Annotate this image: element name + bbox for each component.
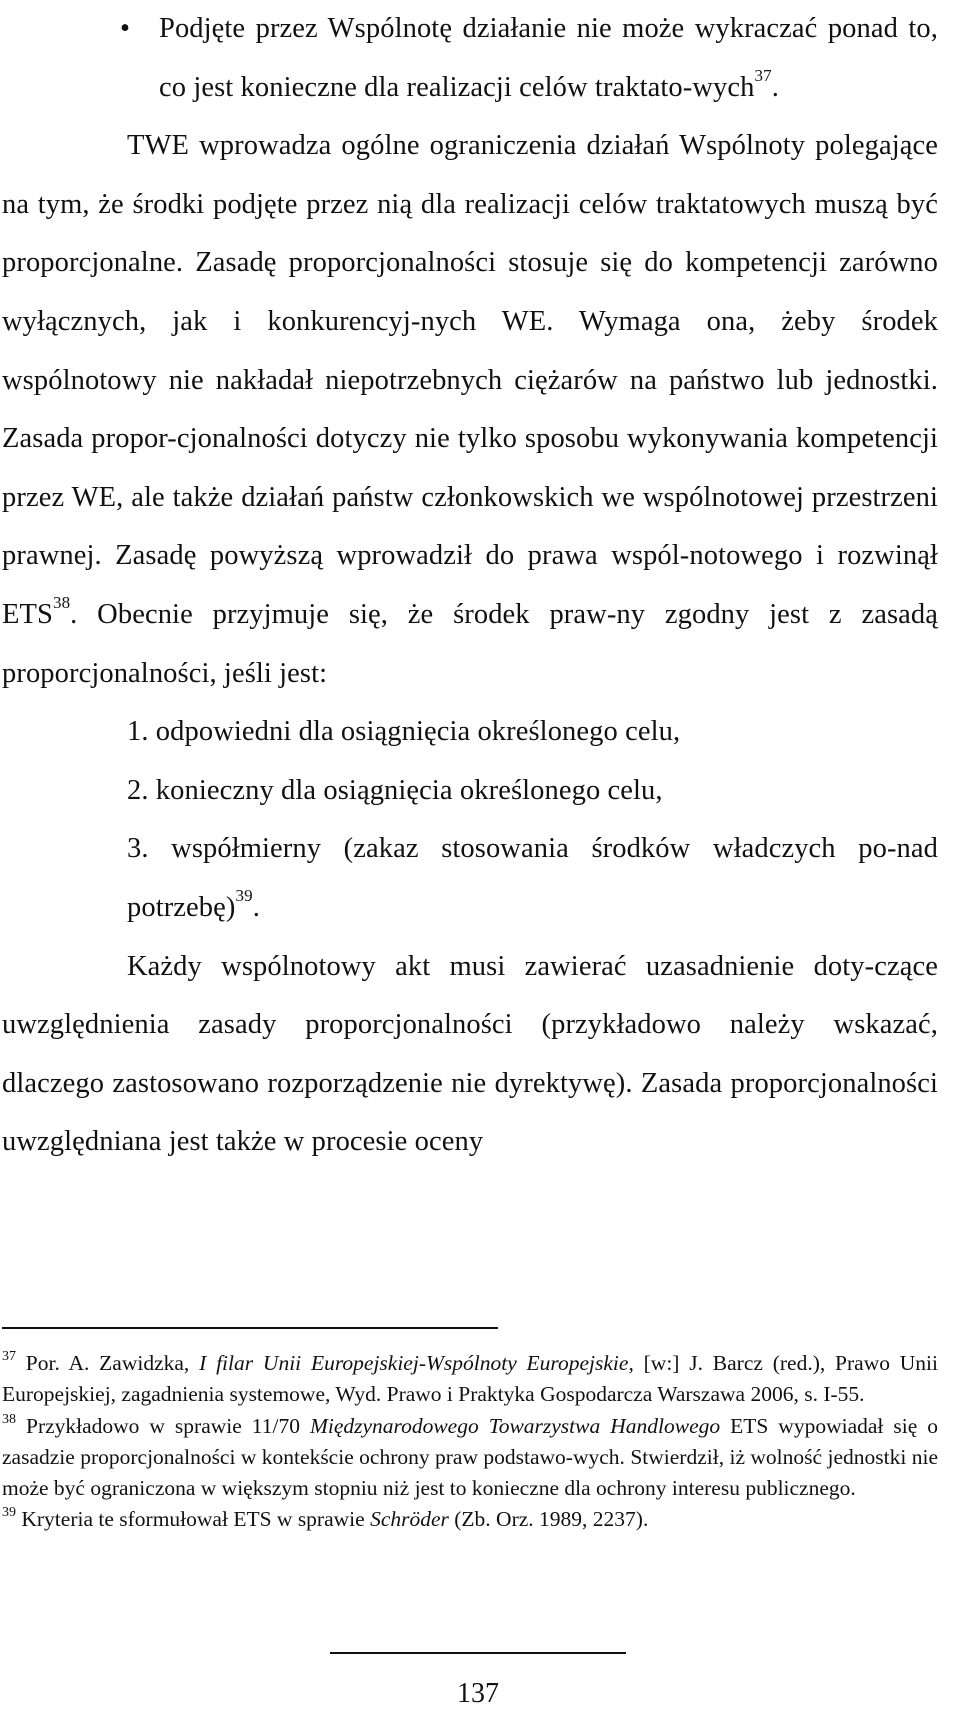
footnote-title: I filar Unii Europejskiej-Wspólnoty Europejskie (199, 1351, 629, 1375)
footnote-number: 39 (2, 1505, 16, 1521)
paragraph-proportionality (2, 117, 938, 703)
page-number: 137 (457, 1678, 499, 1709)
paragraph-text: TWE wprowadza ogólne ograniczenia działań Wspólnoty polegające na tym, że środki podjęte przez nią dla realizacji celów traktatowych muszą być proporcjonalne. Zasadę proporcjonalności stosuje się do kompetencji zarówno wyłącznych, jak i konkurencyj-nych WE. Wymaga ona, żeby środek wspólnotowy nie nakładał niepotrzebnych ciężarów na państwo lub jednostki. Zasada propor-cjonalności dotyczy nie tylko sposobu wykonywania kompetencji przez WE, ale także działań państw członkowskich we wspólnotowej przestrzeni prawnej. Zasadę powyższą wprowadził do prawa wspól-notowego i rozwinął ETS (2, 130, 938, 630)
bullet-end: . (771, 71, 779, 103)
paragraph-text-cont: . Obecnie przyjmuje się, że środek praw-ny zgodny jest z zasadą proporcjonalności, jeśli jest: (2, 598, 938, 689)
footnote-number: 38 (2, 1411, 16, 1427)
bullet-icon: • (120, 13, 131, 44)
paragraph-justification (2, 938, 938, 1172)
footnote-37 (2, 1348, 938, 1411)
page-number-rule (330, 1652, 626, 1654)
footnote-number: 37 (2, 1349, 16, 1364)
list-item (2, 762, 938, 821)
footnotes (2, 1348, 938, 1536)
paragraph-text: Każdy wspólnotowy akt musi zawierać uzasadnienie doty-czące uwzględnienia zasady proporcjonalności (przykładowo należy wskazać, dlaczego zastosowano rozporządzenie nie dyrektywę). Zasada proporcjonalności uwzględniana jest także w procesie oceny (2, 950, 938, 1158)
footnote-title: Schröder (370, 1507, 449, 1532)
bullet-text: Podjęte przez Wspólnotę działanie nie może wykraczać ponad to, co jest konieczne dla realizacji celów traktato-wych (159, 13, 938, 103)
footnote-title: Międzynarodowego Towarzystwa Handlowego (309, 1413, 721, 1438)
footnote-text: Kryteria te sformułował ETS w sprawie (16, 1507, 371, 1532)
list-item-text: 2. konieczny dla osiągnięcia określonego celu, (127, 774, 663, 806)
footnote-ref-38[interactable]: 38 (52, 592, 71, 612)
list-item (2, 820, 938, 937)
bullet-paragraph (2, 0, 938, 117)
footnote-text: Por. A. Zawidzka, (16, 1351, 200, 1375)
footnote-text: ETS wypowiadał się o zasadzie proporcjonalności w kontekście ochrony praw podstawo-wych. Stwierdził, iż wolność jednostki nie może być ograniczona w większym stopniu niż jest to konieczne dla ochrony interesu publicznego. (2, 1413, 938, 1501)
footnote-text: , [w:] J. Barcz (red.), Prawo Unii Europejskiej, zagadnienia systemowe, Wyd. Prawo i Praktyka Gospodarcza Warszawa 2006, s. I-55. (2, 1351, 939, 1407)
footnote-ref-37[interactable]: 37 (754, 65, 772, 85)
list-item-text: 3. współmierny (zakaz stosowania środków władczych po-nad potrzebę) (127, 833, 938, 923)
footnote-separator (2, 1327, 498, 1329)
footnote-text: (Zb. Orz. 1989, 2237). (448, 1507, 649, 1532)
footnote-38 (2, 1411, 938, 1505)
list-item (2, 703, 938, 762)
list-item-end: . (252, 891, 260, 923)
main-text (2, 0, 938, 1172)
footnote-39 (2, 1504, 938, 1535)
list-item-text: 1. odpowiedni dla osiągnięcia określonego celu, (127, 716, 681, 748)
footnote-ref-39[interactable]: 39 (235, 885, 253, 905)
footnote-text: Przykładowo w sprawie 11/70 (16, 1413, 310, 1438)
